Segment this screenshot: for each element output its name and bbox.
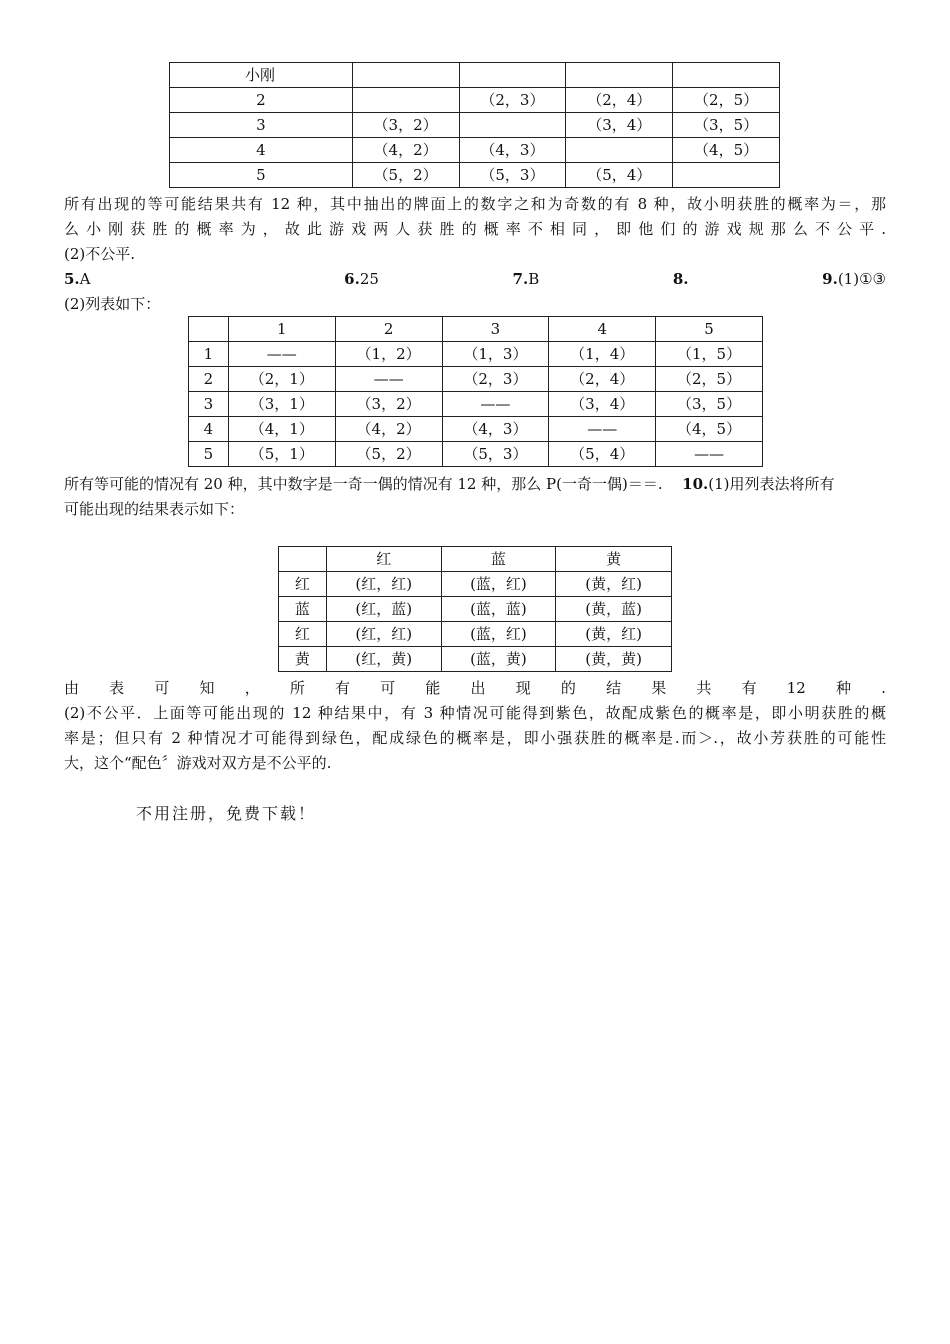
table-cell: （3，4） [549, 392, 656, 417]
table-cell: （5，1） [228, 442, 335, 467]
paragraph-text: (1)用列表法将所有 [708, 475, 835, 493]
table-cell: (蓝，蓝) [441, 597, 556, 622]
paragraph-text: 所有等可能的情况有 20 种，其中数字是一奇一偶的情况有 12 种，那么 P(一奇一偶)＝＝. [64, 475, 663, 493]
table-cell: （5，2） [335, 442, 442, 467]
word: 可 [154, 679, 170, 697]
paragraph-line [64, 472, 886, 497]
table-cell: （4，5） [656, 417, 763, 442]
row-label: 蓝 [279, 597, 327, 622]
table-cell: （3，2） [335, 392, 442, 417]
table-cell [673, 163, 780, 188]
paragraph-line: 率是；但只有 2 种情况才可能得到绿色，配成绿色的概率是，即小强获胜的概率是.而＞.，故小芳获胜的可能性 [64, 729, 886, 747]
answer-9: 9.(1)①③ [822, 270, 886, 288]
table-cell: （1，2） [335, 342, 442, 367]
table-cell: (蓝，红) [441, 622, 556, 647]
table-cell: (黄，红) [556, 622, 672, 647]
header-cell [189, 317, 229, 342]
table-card-pairs [169, 62, 780, 188]
header-cell: 1 [228, 317, 335, 342]
answer-5: 5.A [64, 270, 91, 288]
table-row [170, 163, 780, 188]
table-cell: （5，2） [352, 163, 459, 188]
word: 表 [109, 679, 125, 697]
paragraph-line: (2)不公平．上面等可能出现的 12 种结果中，有 3 种情况可能得到紫色，故配成紫色的概率是，即小明获胜的概 [64, 704, 886, 722]
table-cell: (黄，黄) [556, 647, 672, 672]
table-cell: （2，5） [656, 367, 763, 392]
table-cell: （3，5） [656, 392, 763, 417]
answer-7: 7.B [512, 270, 540, 288]
table-row [189, 392, 763, 417]
table-row [189, 417, 763, 442]
paragraph-line: 所有出现的等可能结果共有 12 种，其中抽出的牌面上的数字之和为奇数的有 8 种，故小明获胜的概率为＝，那 [64, 195, 886, 213]
header-cell: 3 [442, 317, 549, 342]
table-cell [566, 138, 673, 163]
row-label: 2 [189, 367, 229, 392]
row-label: 5 [170, 163, 353, 188]
table-cell: （5，3） [442, 442, 549, 467]
header-cell: 黄 [556, 547, 672, 572]
word: 所 [289, 679, 305, 697]
row-label: 5 [189, 442, 229, 467]
paragraph-line: 么小刚获胜的概率为，故此游戏两人获胜的概率不相同，即他们的游戏规那么不公平. [64, 220, 886, 238]
word: 共 [696, 679, 712, 697]
table-cell: （5，3） [459, 163, 566, 188]
paragraph-line: 大，这个“配色〞游戏对双方是不公平的. [64, 754, 332, 772]
table-cell: (蓝，黄) [441, 647, 556, 672]
table-cell: （2，3） [442, 367, 549, 392]
table-cell: (黄，蓝) [556, 597, 672, 622]
table-cell: (黄，红) [556, 572, 672, 597]
row-label: 4 [189, 417, 229, 442]
word: 能 [425, 679, 441, 697]
table-cell: （3，2） [352, 113, 459, 138]
paragraph-line-spread [64, 676, 886, 701]
table-cell: —— [656, 442, 763, 467]
answer-8: 8. [672, 270, 689, 288]
table-cell: （3，4） [566, 113, 673, 138]
footer-note: 不用注册，免费下载！ [136, 804, 317, 823]
table-cell: (红，蓝) [326, 597, 441, 622]
paragraph-line: (2)不公平. [64, 245, 136, 263]
answers-row [64, 267, 886, 292]
answer-6: 6.25 [344, 270, 379, 288]
table-row [279, 572, 672, 597]
word: . [881, 679, 886, 697]
table-cell: （2，3） [459, 88, 566, 113]
header-cell [566, 63, 673, 88]
word: 由 [64, 679, 80, 697]
header-cell [459, 63, 566, 88]
table-row [189, 442, 763, 467]
table-row [279, 597, 672, 622]
table-cell: （2，4） [566, 88, 673, 113]
table-cell: （1，4） [549, 342, 656, 367]
table-header-row [189, 317, 763, 342]
table-cell: （4，2） [352, 138, 459, 163]
row-label: 黄 [279, 647, 327, 672]
table-cell: （4，3） [459, 138, 566, 163]
row-label: 红 [279, 622, 327, 647]
table-cell: （3，1） [228, 392, 335, 417]
table-cell: (红，红) [326, 622, 441, 647]
table-cell: （4，2） [335, 417, 442, 442]
table-cell: （5，4） [549, 442, 656, 467]
table-header-row [279, 547, 672, 572]
word: 种 [836, 679, 852, 697]
header-cell: 蓝 [441, 547, 556, 572]
word: 知 [199, 679, 215, 697]
table-cell: （1，3） [442, 342, 549, 367]
row-label: 3 [189, 392, 229, 417]
table-row [170, 113, 780, 138]
row-label: 1 [189, 342, 229, 367]
table-header-row [170, 63, 780, 88]
table-row [279, 647, 672, 672]
header-cell: 红 [326, 547, 441, 572]
row-label: 4 [170, 138, 353, 163]
table-cell: —— [442, 392, 549, 417]
row-label: 3 [170, 113, 353, 138]
word: 可 [380, 679, 396, 697]
header-cell: 5 [656, 317, 763, 342]
table-row [170, 138, 780, 163]
table-cell: —— [335, 367, 442, 392]
table-cell: （2，1） [228, 367, 335, 392]
table-cell: —— [549, 417, 656, 442]
word: 现 [515, 679, 531, 697]
row-label: 2 [170, 88, 353, 113]
table-cell: (红，红) [326, 572, 441, 597]
table-row [279, 622, 672, 647]
table-row [189, 367, 763, 392]
table-cell: （4，3） [442, 417, 549, 442]
header-cell [673, 63, 780, 88]
table-number-pairs [188, 316, 763, 467]
table-cell: —— [228, 342, 335, 367]
row-label: 红 [279, 572, 327, 597]
word: 果 [651, 679, 667, 697]
table-cell: (蓝，红) [441, 572, 556, 597]
table-cell: （2，4） [549, 367, 656, 392]
table-cell: （5，4） [566, 163, 673, 188]
header-cell: 4 [549, 317, 656, 342]
table-row [189, 342, 763, 367]
table-cell [459, 113, 566, 138]
paragraph-line: 可能出现的结果表示如下： [64, 500, 245, 518]
word: 的 [560, 679, 576, 697]
table-cell [352, 88, 459, 113]
table-cell: （2，5） [673, 88, 780, 113]
question-number: 10. [682, 475, 709, 493]
word: 有 [741, 679, 757, 697]
header-cell [279, 547, 327, 572]
word: 结 [606, 679, 622, 697]
word: 有 [335, 679, 351, 697]
table-cell: （4，5） [673, 138, 780, 163]
header-cell [352, 63, 459, 88]
list-intro: (2)列表如下： [64, 295, 161, 313]
table-cell: (红，黄) [326, 647, 441, 672]
table-cell: （1，5） [656, 342, 763, 367]
table-cell: （4，1） [228, 417, 335, 442]
word: ， [244, 679, 260, 697]
header-cell: 小刚 [170, 63, 353, 88]
word: 出 [470, 679, 486, 697]
table-cell: （3，5） [673, 113, 780, 138]
table-color-pairs [278, 546, 672, 672]
header-cell: 2 [335, 317, 442, 342]
word: 12 [786, 679, 806, 697]
table-row [170, 88, 780, 113]
